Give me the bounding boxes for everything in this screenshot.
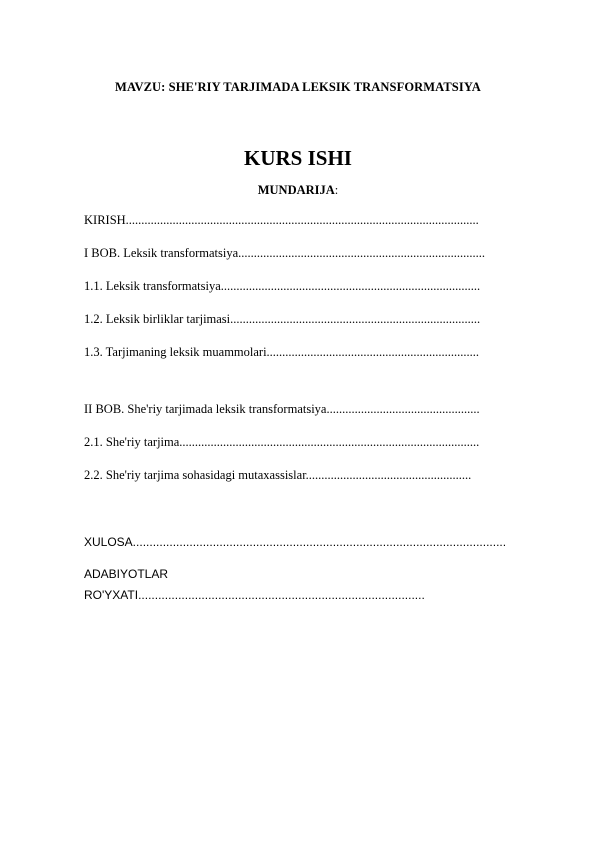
toc-item-chapter-2: II BOB. She'riy tarjimada leksik transformatsiya................................................. xyxy=(84,402,480,416)
contents-heading-colon: : xyxy=(334,183,339,197)
toc-item-2-2: 2.2. She'riy tarjima sohasidagi mutaxassislar..................................................... xyxy=(84,468,472,482)
toc-item-2-1: 2.1. She'riy tarjima................................................................................................ xyxy=(84,435,480,449)
page-title: KURS ISHI xyxy=(244,146,352,170)
contents-heading-label: MUNDARIJA xyxy=(257,183,335,197)
toc-item-bibliography: ADABIYOTLAR xyxy=(84,567,169,581)
topic-heading: MAVZU: SHE'RIY TARJIMADA LEKSIK TRANSFORMATSIYA xyxy=(115,80,481,94)
toc-item-1-2: 1.2. Leksik birliklar tarjimasi................................................................................ xyxy=(84,312,481,326)
toc-item-xulosa: XULOSA................................................................................................................ xyxy=(84,535,507,549)
toc-item-chapter-1: I BOB. Leksik transformatsiya............................................................................... xyxy=(84,246,486,260)
contents-heading xyxy=(0,183,596,198)
toc-item-1-1: 1.1. Leksik transformatsiya................................................................................... xyxy=(84,279,481,293)
toc-item-kirish: KIRISH................................................................................................................. xyxy=(84,213,479,227)
toc-item-bibliography-cont: RO'YXATI...................................................................................... xyxy=(84,588,425,602)
toc-item-1-3: 1.3. Tarjimaning leksik muammolari.................................................................... xyxy=(84,345,480,359)
